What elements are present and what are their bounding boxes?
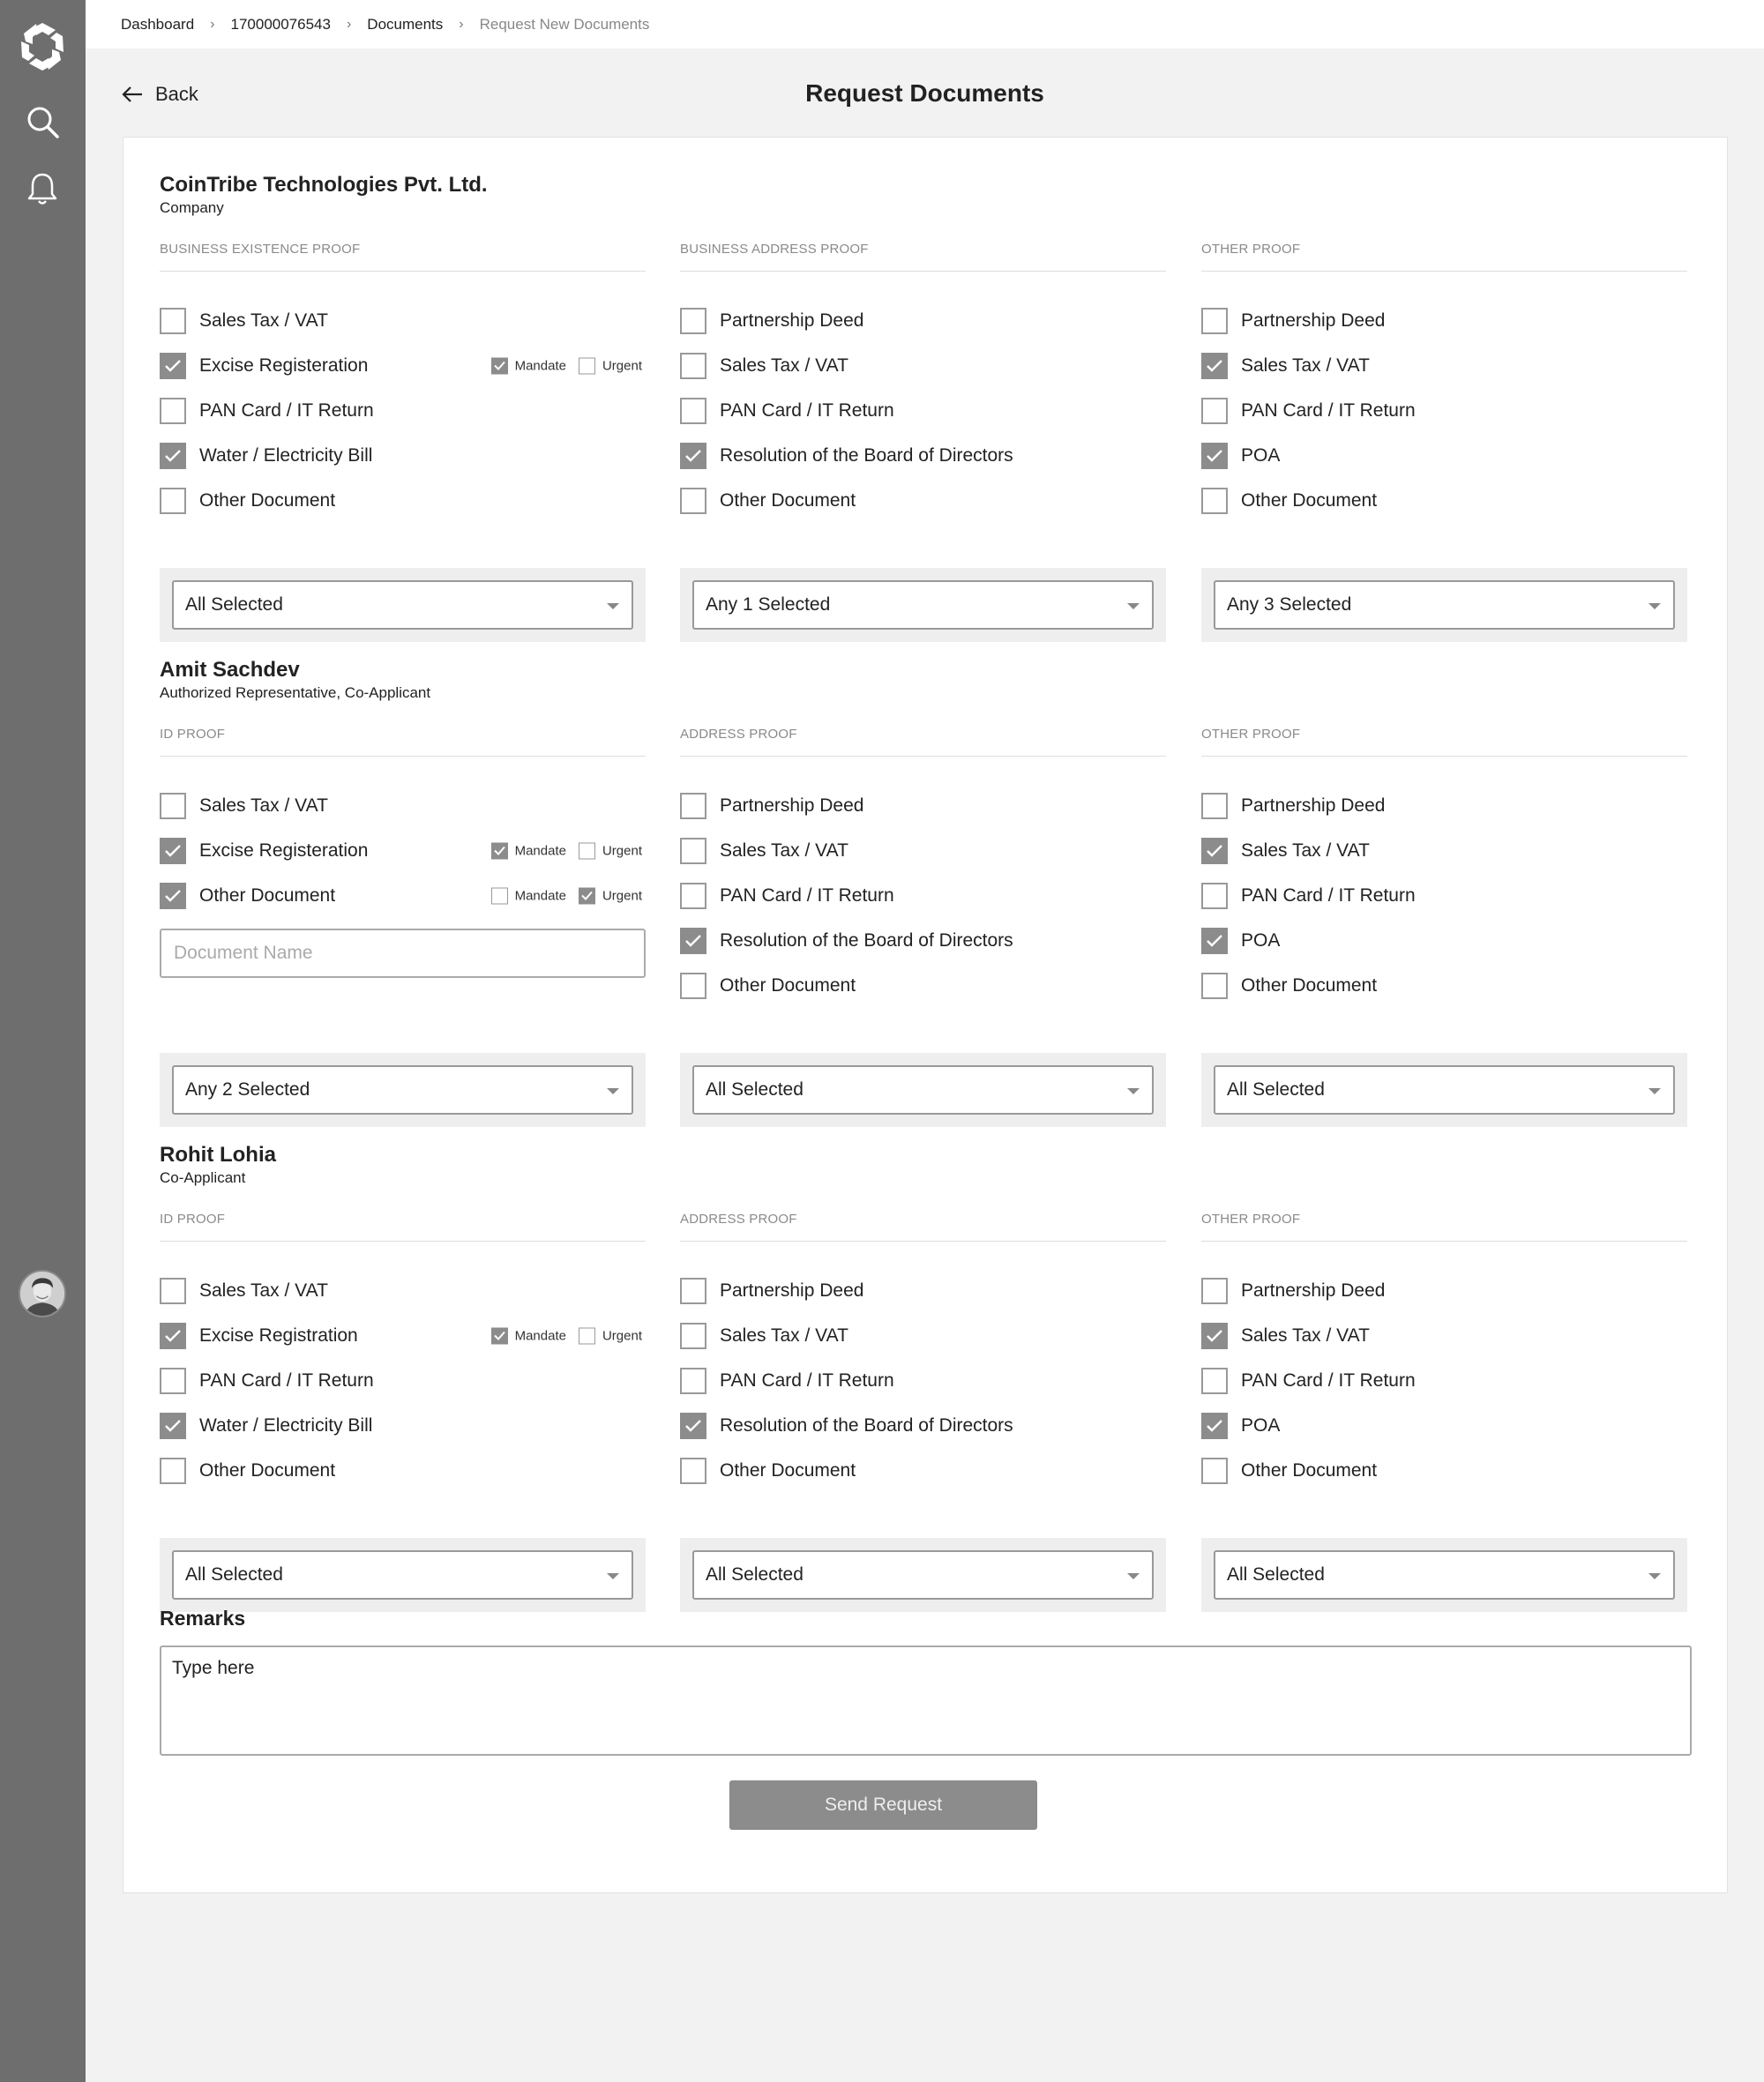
proof-column-heading: ADDRESS PROOF xyxy=(680,1212,1166,1242)
selection-rule-value: All Selected xyxy=(706,1079,804,1100)
document-label: Sales Tax / VAT xyxy=(720,840,848,861)
document-checkbox[interactable] xyxy=(1201,1368,1228,1394)
selection-rule-dropdown[interactable] xyxy=(692,1065,1154,1115)
document-label: Resolution of the Board of Directors xyxy=(720,929,1013,951)
urgent-checkbox[interactable] xyxy=(579,842,595,859)
urgent-flag[interactable] xyxy=(579,887,642,904)
document-label: Sales Tax / VAT xyxy=(199,310,328,331)
document-label: PAN Card / IT Return xyxy=(199,1369,374,1391)
document-option-excise-registeration[interactable] xyxy=(160,828,646,873)
document-checkbox[interactable] xyxy=(680,928,706,954)
proof-column-business-address-proof xyxy=(680,242,1166,523)
document-option-pan-card-it-return[interactable] xyxy=(680,1358,1166,1403)
proof-column-heading: OTHER PROOF xyxy=(1201,1212,1687,1242)
document-label: Water / Electricity Bill xyxy=(199,1414,373,1436)
document-checkbox[interactable] xyxy=(160,443,186,469)
chevron-right-icon: › xyxy=(210,16,215,32)
caret-down-icon xyxy=(607,603,619,609)
search-icon[interactable] xyxy=(25,104,60,139)
caret-down-icon xyxy=(1127,1573,1140,1579)
selection-rule-container xyxy=(160,1053,646,1127)
document-label: Sales Tax / VAT xyxy=(199,1280,328,1301)
document-option-partnership-deed[interactable] xyxy=(680,1268,1166,1313)
document-checkbox[interactable] xyxy=(160,398,186,424)
document-checkbox[interactable] xyxy=(680,353,706,379)
document-checkbox[interactable] xyxy=(680,1458,706,1484)
document-checkbox[interactable] xyxy=(1201,308,1228,334)
remarks-textarea[interactable]: Type here xyxy=(160,1645,1692,1756)
document-checkbox[interactable] xyxy=(680,838,706,864)
document-checkbox[interactable] xyxy=(160,488,186,514)
document-label: POA xyxy=(1241,444,1281,466)
document-checkbox[interactable] xyxy=(1201,883,1228,909)
document-label: PAN Card / IT Return xyxy=(1241,884,1416,906)
proof-column-address-proof xyxy=(680,1212,1166,1493)
document-checkbox[interactable] xyxy=(160,1278,186,1304)
document-label: PAN Card / IT Return xyxy=(1241,399,1416,421)
selection-rule-value: Any 1 Selected xyxy=(706,594,831,615)
caret-down-icon xyxy=(1648,1088,1661,1094)
party-header xyxy=(160,173,1692,217)
document-label: Partnership Deed xyxy=(1241,1280,1386,1301)
proof-column-heading: ID PROOF xyxy=(160,1212,646,1242)
selection-rule-value: Any 3 Selected xyxy=(1227,594,1352,615)
document-checkbox[interactable] xyxy=(680,883,706,909)
proof-column-other-proof xyxy=(1201,1212,1687,1493)
document-option-other-document[interactable] xyxy=(1201,1448,1687,1493)
document-option-sales-tax-vat[interactable] xyxy=(680,1313,1166,1358)
selection-rule-container xyxy=(160,568,646,642)
document-option-resolution-of-the-board-of-directors[interactable] xyxy=(680,1403,1166,1448)
document-label: Excise Registration xyxy=(199,1325,358,1346)
proof-column-heading: ID PROOF xyxy=(160,727,646,757)
selection-rule-value: All Selected xyxy=(1227,1079,1325,1100)
chevron-right-icon: › xyxy=(346,16,352,32)
document-option-resolution-of-the-board-of-directors[interactable] xyxy=(680,918,1166,963)
proof-column-id-proof xyxy=(160,1212,646,1493)
document-label: Excise Registeration xyxy=(199,354,369,376)
party-header xyxy=(160,1143,1692,1187)
mandate-flag[interactable] xyxy=(491,887,566,904)
party-name: Amit Sachdev xyxy=(160,658,300,682)
breadcrumb-application-id[interactable]: 170000076543 xyxy=(230,15,331,33)
urgent-label: Urgent xyxy=(602,843,642,858)
back-label: Back xyxy=(155,83,198,105)
urgent-checkbox[interactable] xyxy=(579,887,595,904)
document-label: PAN Card / IT Return xyxy=(720,884,894,906)
document-label: Partnership Deed xyxy=(1241,310,1386,331)
mandate-label: Mandate xyxy=(514,843,566,858)
proof-column-heading: OTHER PROOF xyxy=(1201,727,1687,757)
document-checkbox[interactable] xyxy=(160,308,186,334)
document-label: PAN Card / IT Return xyxy=(199,399,374,421)
document-checkbox[interactable] xyxy=(1201,928,1228,954)
mandate-checkbox[interactable] xyxy=(491,357,508,374)
send-request-button[interactable]: Send Request xyxy=(729,1780,1037,1830)
proof-column-other-proof xyxy=(1201,727,1687,1008)
document-checkbox[interactable] xyxy=(680,398,706,424)
proof-column-heading: OTHER PROOF xyxy=(1201,242,1687,272)
document-label: Excise Registeration xyxy=(199,840,369,861)
chevron-right-icon: › xyxy=(459,16,464,32)
breadcrumb-dashboard[interactable]: Dashboard xyxy=(121,15,195,33)
document-option-other-document[interactable] xyxy=(1201,478,1687,523)
app-logo[interactable] xyxy=(17,21,68,72)
urgent-label: Urgent xyxy=(602,888,642,903)
document-option-other-document[interactable] xyxy=(680,963,1166,1008)
document-option-sales-tax-vat[interactable] xyxy=(1201,1313,1687,1358)
document-checkbox[interactable] xyxy=(680,1368,706,1394)
party-role: Co-Applicant xyxy=(160,1169,246,1186)
document-checkbox[interactable] xyxy=(1201,488,1228,514)
urgent-flag[interactable] xyxy=(579,1327,642,1344)
document-checkbox[interactable] xyxy=(1201,1458,1228,1484)
document-option-poa[interactable] xyxy=(1201,918,1687,963)
document-label: Other Document xyxy=(199,1459,336,1481)
document-option-pan-card-it-return[interactable] xyxy=(1201,388,1687,433)
selection-rule-value: All Selected xyxy=(1227,1564,1325,1585)
document-label: Other Document xyxy=(720,489,856,511)
document-option-sales-tax-vat[interactable] xyxy=(160,298,646,343)
document-checkbox[interactable] xyxy=(160,838,186,864)
selection-rule-dropdown[interactable] xyxy=(1214,580,1675,630)
document-option-water-electricity-bill[interactable] xyxy=(160,433,646,478)
mandate-label: Mandate xyxy=(514,358,566,373)
proof-column-business-existence-proof xyxy=(160,242,646,523)
document-flags xyxy=(491,1327,642,1344)
party-name: Rohit Lohia xyxy=(160,1143,276,1167)
mandate-checkbox[interactable] xyxy=(491,1327,508,1344)
selection-rule-container xyxy=(680,1538,1166,1612)
selection-rule-container xyxy=(680,568,1166,642)
document-option-water-electricity-bill[interactable] xyxy=(160,1403,646,1448)
document-label: Sales Tax / VAT xyxy=(720,1325,848,1346)
mandate-flag[interactable] xyxy=(491,357,566,374)
document-name-input[interactable]: Document Name xyxy=(160,929,646,978)
document-option-poa[interactable] xyxy=(1201,433,1687,478)
document-checkbox[interactable] xyxy=(680,973,706,999)
document-option-sales-tax-vat[interactable] xyxy=(1201,343,1687,388)
document-label: Other Document xyxy=(1241,974,1378,996)
document-label: POA xyxy=(1241,1414,1281,1436)
document-option-sales-tax-vat[interactable] xyxy=(160,783,646,828)
document-option-pan-card-it-return[interactable] xyxy=(680,388,1166,433)
document-label: Sales Tax / VAT xyxy=(199,795,328,816)
top-bar xyxy=(86,0,1764,49)
document-option-pan-card-it-return[interactable] xyxy=(160,1358,646,1403)
document-label: Sales Tax / VAT xyxy=(1241,840,1370,861)
party-role: Company xyxy=(160,199,224,216)
proof-column-other-proof xyxy=(1201,242,1687,523)
document-label: Sales Tax / VAT xyxy=(1241,354,1370,376)
selection-rule-value: All Selected xyxy=(185,594,283,615)
document-option-pan-card-it-return[interactable] xyxy=(160,388,646,433)
document-label: Partnership Deed xyxy=(720,1280,864,1301)
caret-down-icon xyxy=(1648,1573,1661,1579)
document-checkbox[interactable] xyxy=(1201,793,1228,819)
caret-down-icon xyxy=(1648,603,1661,609)
selection-rule-container xyxy=(1201,1538,1687,1612)
document-option-other-document[interactable] xyxy=(680,478,1166,523)
selection-rule-dropdown[interactable] xyxy=(172,1550,633,1600)
document-flags xyxy=(491,357,642,374)
urgent-checkbox[interactable] xyxy=(579,1327,595,1344)
sidebar xyxy=(0,0,86,2082)
document-checkbox[interactable] xyxy=(680,308,706,334)
selection-rule-container xyxy=(1201,568,1687,642)
document-option-sales-tax-vat[interactable] xyxy=(680,828,1166,873)
breadcrumb xyxy=(121,0,649,49)
proof-column-address-proof xyxy=(680,727,1166,1008)
document-checkbox[interactable] xyxy=(680,443,706,469)
urgent-flag[interactable] xyxy=(579,357,642,374)
document-option-other-document[interactable] xyxy=(160,1448,646,1493)
document-label: Other Document xyxy=(199,884,336,906)
document-checkbox[interactable] xyxy=(160,353,186,379)
selection-rule-value: All Selected xyxy=(706,1564,804,1585)
document-checkbox[interactable] xyxy=(160,1458,186,1484)
document-label: PAN Card / IT Return xyxy=(720,1369,894,1391)
document-checkbox[interactable] xyxy=(1201,443,1228,469)
selection-rule-dropdown[interactable] xyxy=(172,1065,633,1115)
page-title: Request Documents xyxy=(805,79,1044,107)
document-option-pan-card-it-return[interactable] xyxy=(1201,1358,1687,1403)
party-header xyxy=(160,658,1692,702)
document-label: Water / Electricity Bill xyxy=(199,444,373,466)
remarks-title: Remarks xyxy=(160,1607,246,1630)
selection-rule-value: All Selected xyxy=(185,1564,283,1585)
request-card xyxy=(123,137,1728,1893)
document-option-resolution-of-the-board-of-directors[interactable] xyxy=(680,433,1166,478)
document-option-pan-card-it-return[interactable] xyxy=(680,873,1166,918)
document-checkbox[interactable] xyxy=(680,1323,706,1349)
caret-down-icon xyxy=(607,1573,619,1579)
document-option-partnership-deed[interactable] xyxy=(1201,298,1687,343)
selection-rule-container xyxy=(160,1538,646,1612)
party-name: CoinTribe Technologies Pvt. Ltd. xyxy=(160,173,488,197)
document-option-other-document[interactable] xyxy=(160,873,646,918)
caret-down-icon xyxy=(1127,1088,1140,1094)
document-checkbox[interactable] xyxy=(160,1323,186,1349)
document-label: Other Document xyxy=(1241,489,1378,511)
document-option-poa[interactable] xyxy=(1201,1403,1687,1448)
document-option-partnership-deed[interactable] xyxy=(680,298,1166,343)
document-flags xyxy=(491,842,642,859)
proof-column-heading: ADDRESS PROOF xyxy=(680,727,1166,757)
document-checkbox[interactable] xyxy=(680,793,706,819)
mandate-checkbox[interactable] xyxy=(491,887,508,904)
document-label: POA xyxy=(1241,929,1281,951)
document-option-partnership-deed[interactable] xyxy=(1201,783,1687,828)
bell-icon[interactable] xyxy=(25,171,60,206)
breadcrumb-current: Request New Documents xyxy=(479,15,650,33)
mandate-flag[interactable] xyxy=(491,1327,566,1344)
document-label: PAN Card / IT Return xyxy=(720,399,894,421)
selection-rule-dropdown[interactable] xyxy=(1214,1550,1675,1600)
selection-rule-container xyxy=(1201,1053,1687,1127)
document-checkbox[interactable] xyxy=(680,1278,706,1304)
mandate-label: Mandate xyxy=(514,888,566,903)
document-checkbox[interactable] xyxy=(160,1368,186,1394)
user-avatar-icon xyxy=(20,1272,64,1316)
proof-column-heading: BUSINESS EXISTENCE PROOF xyxy=(160,242,646,272)
selection-rule-container xyxy=(680,1053,1166,1127)
selection-rule-dropdown[interactable] xyxy=(692,580,1154,630)
mandate-checkbox[interactable] xyxy=(491,842,508,859)
document-option-sales-tax-vat[interactable] xyxy=(1201,828,1687,873)
proof-column-heading: BUSINESS ADDRESS PROOF xyxy=(680,242,1166,272)
mandate-label: Mandate xyxy=(514,1328,566,1343)
document-label: Resolution of the Board of Directors xyxy=(720,444,1013,466)
document-option-excise-registeration[interactable] xyxy=(160,343,646,388)
document-label: Sales Tax / VAT xyxy=(720,354,848,376)
document-label: Other Document xyxy=(720,974,856,996)
document-label: Partnership Deed xyxy=(1241,795,1386,816)
document-checkbox[interactable] xyxy=(160,793,186,819)
urgent-flag[interactable] xyxy=(579,842,642,859)
mandate-flag[interactable] xyxy=(491,842,566,859)
document-checkbox[interactable] xyxy=(1201,838,1228,864)
avatar[interactable] xyxy=(19,1270,66,1317)
urgent-label: Urgent xyxy=(602,1328,642,1343)
document-checkbox[interactable] xyxy=(160,883,186,909)
document-option-partnership-deed[interactable] xyxy=(1201,1268,1687,1313)
document-checkbox[interactable] xyxy=(1201,1413,1228,1439)
document-label: Partnership Deed xyxy=(720,795,864,816)
party-role: Authorized Representative, Co-Applicant xyxy=(160,684,431,701)
document-option-other-document[interactable] xyxy=(680,1448,1166,1493)
document-option-sales-tax-vat[interactable] xyxy=(680,343,1166,388)
document-checkbox[interactable] xyxy=(160,1413,186,1439)
document-label: PAN Card / IT Return xyxy=(1241,1369,1416,1391)
breadcrumb-documents[interactable]: Documents xyxy=(367,15,444,33)
caret-down-icon xyxy=(1127,603,1140,609)
document-checkbox[interactable] xyxy=(1201,973,1228,999)
urgent-checkbox[interactable] xyxy=(579,357,595,374)
document-flags xyxy=(491,887,642,904)
document-checkbox[interactable] xyxy=(680,1413,706,1439)
document-checkbox[interactable] xyxy=(1201,353,1228,379)
document-label: Other Document xyxy=(199,489,336,511)
document-checkbox[interactable] xyxy=(680,488,706,514)
selection-rule-value: Any 2 Selected xyxy=(185,1079,310,1100)
document-option-other-document[interactable] xyxy=(160,478,646,523)
document-checkbox[interactable] xyxy=(1201,398,1228,424)
document-label: Other Document xyxy=(720,1459,856,1481)
document-label: Resolution of the Board of Directors xyxy=(720,1414,1013,1436)
document-option-partnership-deed[interactable] xyxy=(680,783,1166,828)
document-label: Partnership Deed xyxy=(720,310,864,331)
document-checkbox[interactable] xyxy=(1201,1323,1228,1349)
selection-rule-dropdown[interactable] xyxy=(172,580,633,630)
document-option-pan-card-it-return[interactable] xyxy=(1201,873,1687,918)
caret-down-icon xyxy=(607,1088,619,1094)
document-option-sales-tax-vat[interactable] xyxy=(160,1268,646,1313)
urgent-label: Urgent xyxy=(602,358,642,373)
document-option-other-document[interactable] xyxy=(1201,963,1687,1008)
document-label: Sales Tax / VAT xyxy=(1241,1325,1370,1346)
selection-rule-dropdown[interactable] xyxy=(1214,1065,1675,1115)
document-label: Other Document xyxy=(1241,1459,1378,1481)
document-checkbox[interactable] xyxy=(1201,1278,1228,1304)
selection-rule-dropdown[interactable] xyxy=(692,1550,1154,1600)
document-option-excise-registration[interactable] xyxy=(160,1313,646,1358)
proof-column-id-proof xyxy=(160,727,646,978)
